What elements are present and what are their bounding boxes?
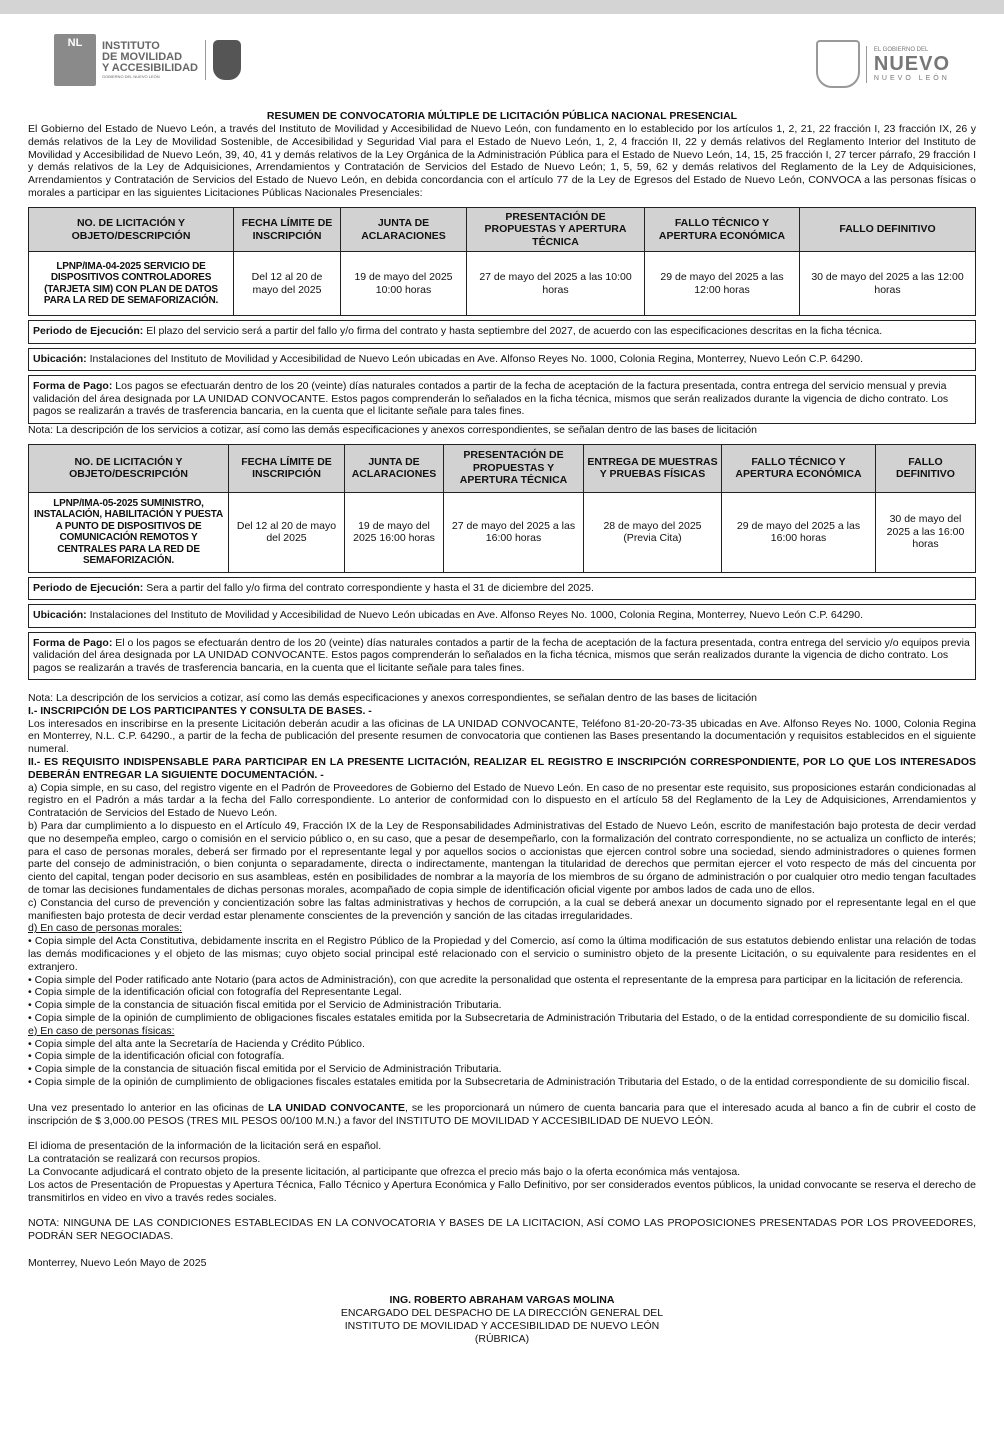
- table-row-pago: [29, 376, 976, 424]
- institute-logo: [54, 34, 241, 86]
- table-row-periodo: [29, 321, 976, 344]
- section-1-text: Los interesados en inscribirse en la presente Licitación deberán acudir a las oficinas de LA UNIDAD CONVOCANTE, Teléfono 81-20-20-73-35 ubicadas en Ave. Alfonso Reyes No. 1000, Colonia Regina en Monterrey, N.L. C.P. 64290., a partir de la fecha de publicación del presente resumen de convocatoria que contienen las Bases presentando la documentación y requisitos establecidos en el siguiente numeral.: [28, 717, 976, 756]
- payment-paragraph: Una vez presentado lo anterior en las oficinas de LA UNIDAD CONVOCANTE, se les proporcionará un número de cuenta bancaria para que el interesado acuda al banco a fin de cubrir el costo de inscripción de $ 3,000.00 PESOS (TRES MIL PESOS 00/100 M.N.) a favor del INSTITUTO DE MOVILIDAD Y ACCESIBILIDAD DE NUEVO LEÓN.: [28, 1101, 976, 1127]
- item-d-bullet: • Copia simple de la opinión de cumplimiento de obligaciones fiscales estatales emitida por la Subsecretaria de Administración Tributaria del Estado, o de la entidad correspondiente de su domicilio fiscal.: [28, 1012, 970, 1024]
- col-header: FALLO DEFINITIVO: [800, 207, 976, 252]
- table-cell-id: LPNP/IMA-04-2025 SERVICIO DE DISPOSITIVOS CONTROLADORES (TARJETA SIM) CON PLAN DE DATOS PARA LA RED DE SEMAFORIZACIÓN.: [29, 252, 234, 316]
- item-d-bullet: • Copia simple de la constancia de situación fiscal emitida por el Servicio de Administración Tributaria.: [28, 999, 502, 1012]
- table-header-row: [29, 207, 976, 252]
- pago-text: El o los pagos se efectuarán dentro de los 20 (veinte) días naturales contados a partir de la fecha de aceptación de la factura presentada, contra entrega del servicio y/o equipos previa validación del área designada por LA UNIDAD CONVOCANTE. Estos pagos comprenderán lo señalados en la ficha técnica, mismos que serán realizados durante la vigencia de dicho contrato. Los pagos se realizarán a través de trasferencia bancaria, en la cuenta que el licitante señale para tales fines.: [33, 636, 970, 674]
- section-2-heading: II.- ES REQUISITO INDISPENSABLE PARA PARTICIPAR EN LA PRESENTE LICITACIÓN, REALIZAR EL REGISTRO E INSCRIPCIÓN CORRESPONDIENTE, POR LO QUE LOS INTERESADOS DEBERÁN ENTREGAR LA SIGUIENTE DOCUMENTACIÓN. -: [28, 756, 976, 781]
- seal-icon: [213, 40, 241, 80]
- document-header: [28, 14, 976, 94]
- ubicacion-text: Instalaciones del Instituto de Movilidad y Accesibilidad de Nuevo León ubicadas en Ave. Alfonso Reyes No. 1000, Colonia Regina, Monterrey, Nuevo León C.P. 64290.: [89, 609, 864, 622]
- table-cell: 29 de mayo del 2025 a las 16:00 horas: [722, 492, 876, 572]
- item-d-heading: d) En caso de personas morales:: [28, 922, 183, 935]
- table-row-periodo: [29, 577, 976, 600]
- table-cell: 19 de mayo del 2025 16:00 horas: [345, 492, 444, 572]
- item-c: c) Constancia del curso de prevención y concientización sobre las faltas administrativas y hechos de corrupción, a la cual se deberá anexar un documento signado por el representante legal en el que manifiesten bajo protesta de decir verdad estar plenamente conscientes de la prevención y sanción de las citadas irregularidades.: [28, 896, 976, 922]
- table-cell: 29 de mayo del 2025 a las 12:00 horas: [645, 252, 800, 316]
- col-header: FALLO DEFINITIVO: [876, 444, 976, 492]
- table-cell: Del 12 al 20 de mayo del 2025: [229, 492, 345, 572]
- item-e-bullet: • Copia simple de la constancia de situación fiscal emitida por el Servicio de Administración Tributaria.: [28, 1063, 502, 1076]
- periodo-label: Periodo de Ejecución:: [33, 581, 144, 594]
- final-note: NOTA: NINGUNA DE LAS CONDICIONES ESTABLECIDAS EN LA CONVOCATORIA Y BASES DE LA LICITACION, ASÍ COMO LAS PROPOSICIONES PRESENTADAS POR LOS PROVEEDORES, PODRÁN SER NEGOCIADAS.: [28, 1217, 976, 1243]
- logo-divider: [205, 40, 206, 80]
- signer-rubrica: (RÚBRICA): [474, 1332, 530, 1345]
- item-d-bullet: • Copia simple del Acta Constitutiva, debidamente inscrita en el Registro Público de la Propiedad y del Comercio, así como la última modificación de sus estatutos debiendo enlistar una relación de todas las demás modificaciones y el objeto de las mismas; cuyo objeto social principal esté relacionado con el servicio o suministro objeto de la presente Licitación, o su equivalente para residentes en el extranjero.: [28, 935, 976, 973]
- table-cell: 28 de mayo del 2025 (Previa Cita): [584, 492, 722, 572]
- col-header: FALLO TÉCNICO Y APERTURA ECONÓMICA: [645, 207, 800, 252]
- signature-block: [28, 1294, 976, 1346]
- table-row: [29, 252, 976, 316]
- licitacion-table-1: [28, 207, 976, 424]
- closing-line: La contratación se realizará con recursos propios.: [28, 1153, 261, 1166]
- signer-name: ING. ROBERTO ABRAHAM VARGAS MOLINA: [389, 1293, 615, 1306]
- section-1-heading: I.- INSCRIPCIÓN DE LOS PARTICIPANTES Y CONSULTA DE BASES. -: [28, 704, 372, 717]
- signer-title: INSTITUTO DE MOVILIDAD Y ACCESIBILIDAD DE NUEVO LEÓN: [344, 1319, 660, 1332]
- col-header: NO. DE LICITACIÓN Y OBJETO/DESCRIPCIÓN: [29, 207, 234, 252]
- table-cell-id: LPNP/IMA-05-2025 SUMINISTRO, INSTALACIÓN, HABILITACIÓN Y PUESTA A PUNTO DE DISPOSITIVOS DE COMUNICACIÓN REMOTOS Y CENTRALES PARA LA RED DE SEMAFORIZACIÓN.: [29, 492, 229, 572]
- col-header: PRESENTACIÓN DE PROPUESTAS Y APERTURA TÉCNICA: [467, 207, 645, 252]
- table-row: [29, 492, 976, 572]
- periodo-text: Sera a partir del fallo y/o firma del contrato correspondiente y hasta el 31 de diciembre del 2025.: [146, 581, 594, 594]
- table-row-pago: [29, 632, 976, 680]
- top-bar: [0, 0, 1004, 14]
- table-cell: 27 de mayo del 2025 a las 16:00 horas: [444, 492, 584, 572]
- nl-lion-icon: NL: [54, 34, 96, 86]
- col-header: NO. DE LICITACIÓN Y OBJETO/DESCRIPCIÓN: [29, 444, 229, 492]
- table-row-ubicacion: [29, 348, 976, 371]
- item-b: b) Para dar cumplimiento a lo dispuesto en el Artículo 49, Fracción IX de la Ley de Responsabilidades Administrativas del Estado de Nuevo León, escrito de manifestación bajo protesta de decir verdad que no desempeña empleo, cargo o comisión en el servicio público o, en su caso, que a pesar de desempeñarlo, con la formalización del contrato correspondiente, no se actualiza un conflicto de interés; para el caso de personas morales, deberá ser firmado por el representante legal y por aquellos socios o accionistas que ejercen control sobre una sociedad, siendo administradores o quienes formen parte del consejo de administración, o bien conjunta o separadamente, directa o indirectamente, mantengan la titularidad de derechos que permitan ejercer el voto respecto de más del cincuenta por ciento del capital, tengan poder decisorio en sus asambleas, estén en posibilidades de nombrar a la mayoría de los miembros de su órgano de administración o por cualquier otro medio tengan facultades de tomar las decisiones fundamentales de dichas personas morales, acompañado de copia simple de identificación oficial vigente por ambos lados de cada uno de ellos.: [28, 820, 976, 897]
- table-cell: 19 de mayo del 2025 10:00 horas: [341, 252, 467, 316]
- col-header: PRESENTACIÓN DE PROPUESTAS Y APERTURA TÉCNICA: [444, 444, 584, 492]
- place-date: Monterrey, Nuevo León Mayo de 2025: [28, 1256, 207, 1269]
- closing-line: Los actos de Presentación de Propuestas y Apertura Técnica, Fallo Técnico y Apertura Económica y Fallo Definitivo, por ser considerados eventos públicos, la unidad convocante se reserva el derecho de transmitirlos en video en vivo a través redes sociales.: [28, 1178, 976, 1204]
- col-header: FECHA LÍMITE DE INSCRIPCIÓN: [229, 444, 345, 492]
- table-row-ubicacion: [29, 605, 976, 628]
- government-logo-text: EL GOBIERNO DEL NUEVO NUEVO LEÓN: [866, 46, 950, 83]
- government-logo: [816, 40, 950, 88]
- ubicacion-label: Ubicación:: [33, 609, 87, 622]
- table-cell: 27 de mayo del 2025 a las 10:00 horas: [467, 252, 645, 316]
- periodo-label: Periodo de Ejecución:: [33, 325, 144, 338]
- note-1: Nota: La descripción de los servicios a cotizar, así como las demás especificaciones y anexos correspondientes, se señalan dentro de las bases de licitación: [28, 423, 757, 436]
- pago-label: Forma de Pago:: [33, 380, 113, 393]
- licitacion-table-2: [28, 444, 976, 681]
- intro-paragraph: El Gobierno del Estado de Nuevo León, a través del Instituto de Movilidad y Accesibilidad de Nuevo León, con fundamento en lo establecido por los artículos 1, 2, 21, 22 fracción I, 23 fracción IX, 26 y demás relativos de la Ley de Movilidad Sostenible, de Accesibilidad y Seguridad Vial para el Estado de Nuevo León, 1, 2, 4 fracción II, 22 y demás relativos del Reglamento Interior del Instituto de Movilidad y Accesibilidad de Nuevo León, 39, 40, 41 y demás relativos de la Ley Orgánica de la Administración Pública para el Estado de Nuevo León, 14, 15, 25 fracción I, 27 tercer párrafo, 29 fracción I y demás relativos de la Ley de Adquisiciones, Arrendamientos y Contratación de Servicios del Estado de Nuevo León; 1, 5, 59, 62 y demás relativos del Reglamento de la Ley de Adquisiciones, Arrendamientos y Contratación de Servicios del Estado de Nuevo León, en debida concordancia con el artículo 77 de la Ley de Egresos del Estado de Nuevo León, CONVOCA a las personas físicas o morales a participar en las siguientes Licitaciones Públicas Nacionales Presenciales:: [28, 123, 976, 199]
- body-sections: [28, 692, 976, 1346]
- table-cell: 30 de mayo del 2025 a las 16:00 horas: [876, 492, 976, 572]
- col-header: JUNTA DE ACLARACIONES: [345, 444, 444, 492]
- item-d-bullet: • Copia simple del Poder ratificado ante Notario (para actos de Administración), con que acredite la personalidad que ostenta el representante de la empresa para participar en la licitación de referencia.: [28, 973, 964, 986]
- item-e-heading: e) En caso de personas físicas:: [28, 1024, 175, 1037]
- table-cell: Del 12 al 20 de mayo del 2025: [234, 252, 341, 316]
- table-cell: 30 de mayo del 2025 a las 12:00 horas: [800, 252, 976, 316]
- col-header: ENTREGA DE MUESTRAS Y PRUEBAS FÍSICAS: [584, 444, 722, 492]
- institute-logo-text: INSTITUTO DE MOVILIDAD Y ACCESIBILIDAD GOBIERNO DEL NUEVO LEÓN: [102, 39, 198, 79]
- item-a: a) Copia simple, en su caso, del registro vigente en el Padrón de Proveedores de Gobierno del Estado de Nuevo León. En caso de no presentar este requisito, sus proposiciones estarán condicionadas al registro en el Padrón a más tardar a la fecha del Fallo correspondiente. Lo anterior de conformidad con lo dispuesto en el artículo 58 del Reglamento de la Ley de Adquisiciones, Arrendamientos y Contratación de Servicios del Estado de Nuevo León.: [28, 781, 976, 820]
- closing-line: La Convocante adjudicará el contrato objeto de la presente licitación, al participante que ofrezca el precio más bajo o la oferta económica más ventajosa.: [28, 1165, 741, 1178]
- item-e-bullet: • Copia simple de la opinión de cumplimiento de obligaciones fiscales estatales emitida por la Subsecretaria de Administración Tributaria del Estado, o de la entidad correspondiente de su domicilio fiscal.: [28, 1075, 970, 1088]
- item-d-bullet: • Copia simple de la identificación oficial con fotografía del Representante Legal.: [28, 986, 402, 999]
- crest-icon: [816, 40, 860, 88]
- closing-line: El idioma de presentación de la información de la licitación será en español.: [28, 1140, 382, 1153]
- item-e-bullet: • Copia simple del alta ante la Secretaría de Hacienda y Crédito Público.: [28, 1037, 365, 1050]
- item-e-bullet: • Copia simple de la identificación oficial con fotografía.: [28, 1050, 285, 1063]
- note-2: Nota: La descripción de los servicios a cotizar, así como las demás especificaciones y anexos correspondientes, se señalan dentro de las bases de licitación: [28, 692, 757, 705]
- col-header: JUNTA DE ACLARACIONES: [341, 207, 467, 252]
- ubicacion-label: Ubicación:: [33, 352, 87, 365]
- col-header: FALLO TÉCNICO Y APERTURA ECONÓMICA: [722, 444, 876, 492]
- ubicacion-text: Instalaciones del Instituto de Movilidad y Accesibilidad de Nuevo León ubicadas en Ave. Alfonso Reyes No. 1000, Colonia Regina, Monterrey, Nuevo León C.P. 64290.: [89, 352, 864, 365]
- table-header-row: [29, 444, 976, 492]
- pago-text: Los pagos se efectuarán dentro de los 20 (veinte) días naturales contados a partir de la fecha de aceptación de la factura presentada, contra entrega del servicio mensual y previa validación del área designada por LA UNIDAD CONVOCANTE. Estos pagos comprenderán lo señalados en la ficha técnica, mismos que serán realizados durante la vigencia de dicho contrato. Los pagos se realizarán a través de trasferencia bancaria, en la cuenta que el licitante señale para tales fines.: [33, 380, 949, 418]
- pago-label: Forma de Pago:: [33, 636, 113, 649]
- document-title: RESUMEN DE CONVOCATORIA MÚLTIPLE DE LICITACIÓN PÚBLICA NACIONAL PRESENCIAL: [266, 110, 738, 122]
- periodo-text: El plazo del servicio será a partir del fallo y/o firma del contrato y hasta septiembre del 2027, de acuerdo con las especificaciones descritas en la ficha técnica.: [146, 325, 883, 338]
- signer-title: ENCARGADO DEL DESPACHO DE LA DIRECCIÓN GENERAL DEL: [340, 1306, 664, 1319]
- col-header: FECHA LÍMITE DE INSCRIPCIÓN: [234, 207, 341, 252]
